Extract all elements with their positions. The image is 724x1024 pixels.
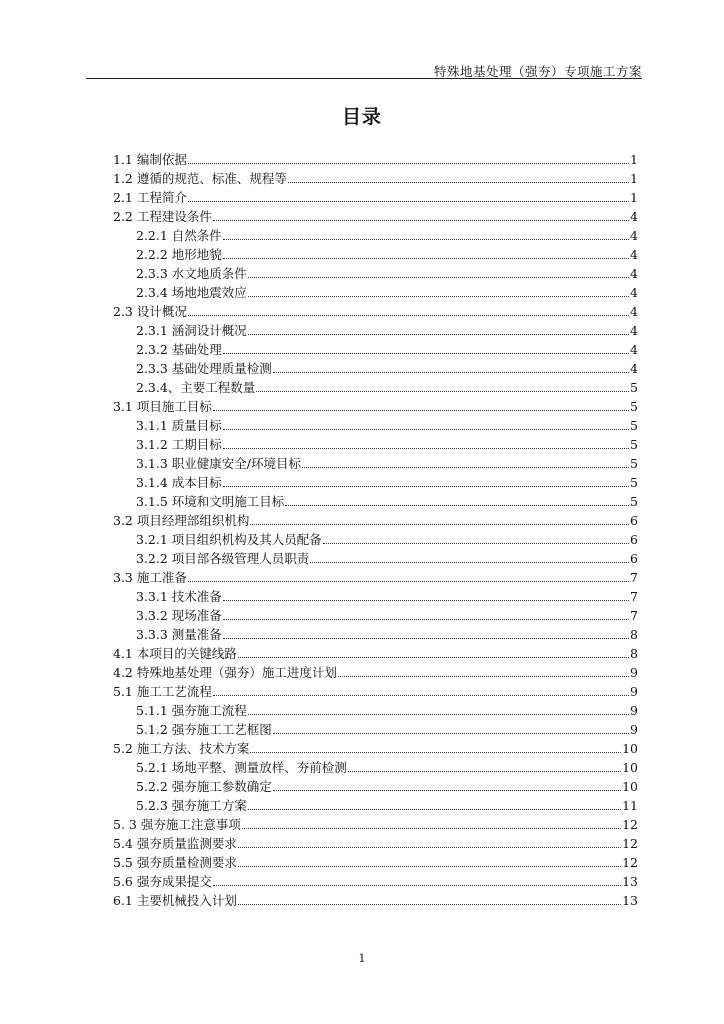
toc-entry[interactable] — [113, 321, 638, 340]
toc-entry-label: 2.2.2 地形地貌 — [136, 247, 222, 262]
toc-entry-page: 4 — [630, 228, 638, 243]
toc-entry[interactable] — [113, 416, 638, 435]
toc-entry-label: 3.3 施工准备 — [113, 570, 187, 585]
toc-leader-dots — [288, 182, 629, 183]
toc-entry-page: 12 — [622, 836, 638, 851]
toc-entry-label: 1.1 编制依据 — [113, 152, 187, 167]
toc-entry-label: 2.3.3 基础处理质量检测 — [136, 361, 272, 376]
toc-leader-dots — [223, 239, 629, 240]
toc-leader-dots — [250, 752, 621, 753]
toc-entry-page: 12 — [622, 817, 638, 832]
toc-entry-page: 4 — [630, 361, 638, 376]
toc-leader-dots — [238, 904, 621, 905]
toc-entry-label: 2.3.1 涵洞设计概况 — [136, 323, 247, 338]
toc-leader-dots — [248, 334, 629, 335]
toc-entry[interactable] — [113, 511, 638, 530]
toc-leader-dots — [188, 581, 629, 582]
toc-entry-label: 3.1.4 成本目标 — [136, 475, 222, 490]
toc-leader-dots — [238, 847, 621, 848]
toc-entry[interactable] — [113, 834, 638, 853]
toc-entry-label: 3.1.1 质量目标 — [136, 418, 222, 433]
toc-entry[interactable] — [113, 625, 638, 644]
toc-entry[interactable] — [113, 663, 638, 682]
toc-entry[interactable] — [113, 530, 638, 549]
toc-entry-page: 5 — [630, 418, 638, 433]
toc-leader-dots — [256, 391, 629, 392]
toc-entry-page: 5 — [630, 494, 638, 509]
toc-entry[interactable] — [113, 891, 638, 910]
toc-entry-label: 5.2.3 强夯施工方案 — [136, 798, 247, 813]
toc-leader-dots — [213, 885, 621, 886]
toc-entry-page: 4 — [630, 266, 638, 281]
toc-leader-dots — [248, 809, 621, 810]
toc-entry-label: 5.5 强夯质量检测要求 — [113, 855, 237, 870]
toc-entry-label: 1.2 遵循的规范、标准、规程等 — [113, 171, 287, 186]
toc-leader-dots — [273, 372, 629, 373]
toc-leader-dots — [250, 524, 629, 525]
toc-entry-label: 3.3.3 测量准备 — [136, 627, 222, 642]
toc-leader-dots — [323, 543, 629, 544]
toc-entry[interactable] — [113, 644, 638, 663]
toc-leader-dots — [248, 714, 629, 715]
toc-entry[interactable] — [113, 207, 638, 226]
toc-entry[interactable] — [113, 682, 638, 701]
toc-entry-label: 5.4 强夯质量监测要求 — [113, 836, 237, 851]
toc-entry-page: 7 — [630, 608, 638, 623]
toc-leader-dots — [285, 505, 629, 506]
toc-entry-page: 7 — [630, 570, 638, 585]
toc-entry-page: 12 — [622, 855, 638, 870]
toc-title: 目录 — [341, 106, 382, 128]
toc-entry-page: 4 — [630, 304, 638, 319]
toc-entry[interactable] — [113, 853, 638, 872]
toc-entry[interactable] — [113, 302, 638, 321]
header-rule — [86, 78, 642, 79]
toc-entry-label: 3.1 项目施工目标 — [113, 399, 212, 414]
toc-entry[interactable] — [113, 492, 638, 511]
toc-entry[interactable] — [113, 473, 638, 492]
toc-leader-dots — [223, 600, 629, 601]
toc-entry[interactable] — [113, 264, 638, 283]
toc-entry[interactable] — [113, 606, 638, 625]
toc-entry-page: 4 — [630, 285, 638, 300]
toc-entry-label: 5.1 施工工艺流程 — [113, 684, 212, 699]
toc-entry-page: 4 — [630, 209, 638, 224]
toc-leader-dots — [223, 258, 629, 259]
toc-entry[interactable] — [113, 454, 638, 473]
toc-entry-label: 2.3 设计概况 — [113, 304, 187, 319]
toc-entry-label: 4.2 特殊地基处理（强夯）施工进度计划 — [113, 665, 337, 680]
toc-leader-dots — [223, 619, 629, 620]
toc-entry-label: 6.1 主要机械投入计划 — [113, 893, 237, 908]
toc-entry[interactable] — [113, 739, 638, 758]
toc-entry[interactable] — [113, 549, 638, 568]
toc-entry-label: 2.3.4、主要工程数量 — [136, 380, 256, 395]
toc-leader-dots — [223, 429, 629, 430]
toc-entry[interactable] — [113, 150, 638, 169]
toc-leader-dots — [223, 353, 629, 354]
toc-entry-page: 11 — [622, 798, 638, 813]
toc-entry-page: 5 — [630, 456, 638, 471]
toc-entry-label: 2.3.2 基础处理 — [136, 342, 222, 357]
toc-entry-page: 10 — [622, 779, 638, 794]
toc-entry-label: 3.1.2 工期目标 — [136, 437, 222, 452]
toc-entry-page: 4 — [630, 342, 638, 357]
toc-entry-label: 3.2.1 项目组织机构及其人员配备 — [136, 532, 322, 547]
toc-leader-dots — [273, 733, 629, 734]
toc-entry-label: 5.2.2 强夯施工参数确定 — [136, 779, 272, 794]
toc-entry-label: 2.1 工程简介 — [113, 190, 187, 205]
toc-entry[interactable] — [113, 283, 638, 302]
toc-leader-dots — [223, 486, 629, 487]
toc-entry[interactable] — [113, 245, 638, 264]
toc-leader-dots — [188, 201, 629, 202]
toc-entry[interactable] — [113, 815, 638, 834]
toc-leader-dots — [188, 163, 629, 164]
toc-entry-label: 5.1.1 强夯施工流程 — [136, 703, 247, 718]
toc-entry-page: 9 — [630, 684, 638, 699]
toc-entry-page: 6 — [630, 532, 638, 547]
toc-leader-dots — [188, 315, 629, 316]
toc-entry[interactable] — [113, 758, 638, 777]
toc-leader-dots — [248, 296, 629, 297]
toc-entry-page: 4 — [630, 247, 638, 262]
toc-entry[interactable] — [113, 435, 638, 454]
toc-entry[interactable] — [113, 568, 638, 587]
toc-entry-label: 2.2 工程建设条件 — [113, 209, 212, 224]
toc-leader-dots — [248, 277, 629, 278]
toc-entry-label: 3.2.2 项目部各级管理人员职责 — [136, 551, 310, 566]
table-of-contents — [113, 150, 638, 910]
toc-entry-label: 3.3.1 技术准备 — [136, 589, 222, 604]
toc-entry-page: 6 — [630, 513, 638, 528]
toc-leader-dots — [213, 220, 629, 221]
toc-entry[interactable] — [113, 796, 638, 815]
toc-entry[interactable] — [113, 587, 638, 606]
toc-leader-dots — [348, 771, 621, 772]
toc-leader-dots — [213, 410, 629, 411]
toc-entry-page: 1 — [630, 171, 638, 186]
toc-leader-dots — [238, 866, 621, 867]
toc-entry-page: 7 — [630, 589, 638, 604]
toc-entry-page: 10 — [622, 741, 638, 756]
toc-entry[interactable] — [113, 226, 638, 245]
toc-entry-label: 3.2 项目经理部组织机构 — [113, 513, 250, 528]
page-header: 特殊地基处理（强夯）专项施工方案 — [433, 64, 642, 79]
toc-entry-label: 5.2 施工方法、技术方案 — [113, 741, 250, 756]
toc-entry-page: 9 — [630, 703, 638, 718]
toc-entry-label: 4.1 本项目的关键线路 — [113, 646, 237, 661]
toc-entry[interactable] — [113, 872, 638, 891]
toc-leader-dots — [223, 448, 629, 449]
toc-entry-label: 2.3.3 水文地质条件 — [136, 266, 247, 281]
toc-entry-label: 3.1.5 环境和文明施工目标 — [136, 494, 285, 509]
toc-leader-dots — [273, 790, 621, 791]
toc-entry-page: 9 — [630, 722, 638, 737]
toc-entry-page: 6 — [630, 551, 638, 566]
toc-entry[interactable] — [113, 169, 638, 188]
toc-entry-page: 5 — [630, 399, 638, 414]
toc-entry-page: 4 — [630, 323, 638, 338]
toc-entry-page: 5 — [630, 437, 638, 452]
toc-entry-label: 2.2.1 自然条件 — [136, 228, 222, 243]
toc-entry-page: 1 — [630, 190, 638, 205]
toc-entry-page: 9 — [630, 665, 638, 680]
toc-entry-page: 8 — [630, 627, 638, 642]
toc-entry-label: 3.1.3 职业健康安全/环境目标 — [136, 456, 301, 471]
toc-entry[interactable] — [113, 340, 638, 359]
toc-entry-label: 3.3.2 现场准备 — [136, 608, 222, 623]
toc-leader-dots — [223, 638, 629, 639]
toc-entry-page: 1 — [630, 152, 638, 167]
toc-entry-page: 10 — [622, 760, 638, 775]
toc-entry[interactable] — [113, 397, 638, 416]
toc-leader-dots — [213, 695, 629, 696]
toc-entry-page: 13 — [622, 893, 638, 908]
toc-entry[interactable] — [113, 701, 638, 720]
toc-leader-dots — [338, 676, 629, 677]
toc-entry-label: 5.1.2 强夯施工工艺框图 — [136, 722, 272, 737]
toc-entry[interactable] — [113, 378, 638, 397]
toc-entry-page: 5 — [630, 380, 638, 395]
toc-entry-page: 5 — [630, 475, 638, 490]
toc-entry-page: 8 — [630, 646, 638, 661]
toc-entry-label: 2.3.4 场地地震效应 — [136, 285, 247, 300]
toc-entry-page: 13 — [622, 874, 638, 889]
toc-entry[interactable] — [113, 720, 638, 739]
toc-entry[interactable] — [113, 777, 638, 796]
toc-entry-label: 5.6 强夯成果提交 — [113, 874, 212, 889]
toc-leader-dots — [310, 562, 629, 563]
toc-leader-dots — [238, 657, 629, 658]
toc-entry[interactable] — [113, 359, 638, 378]
toc-leader-dots — [302, 467, 629, 468]
toc-entry-label: 5. 3 强夯施工注意事项 — [113, 817, 241, 832]
toc-leader-dots — [242, 828, 621, 829]
page-number: 1 — [358, 952, 366, 965]
toc-entry-label: 5.2.1 场地平整、测量放样、夯前检测 — [136, 760, 347, 775]
toc-entry[interactable] — [113, 188, 638, 207]
